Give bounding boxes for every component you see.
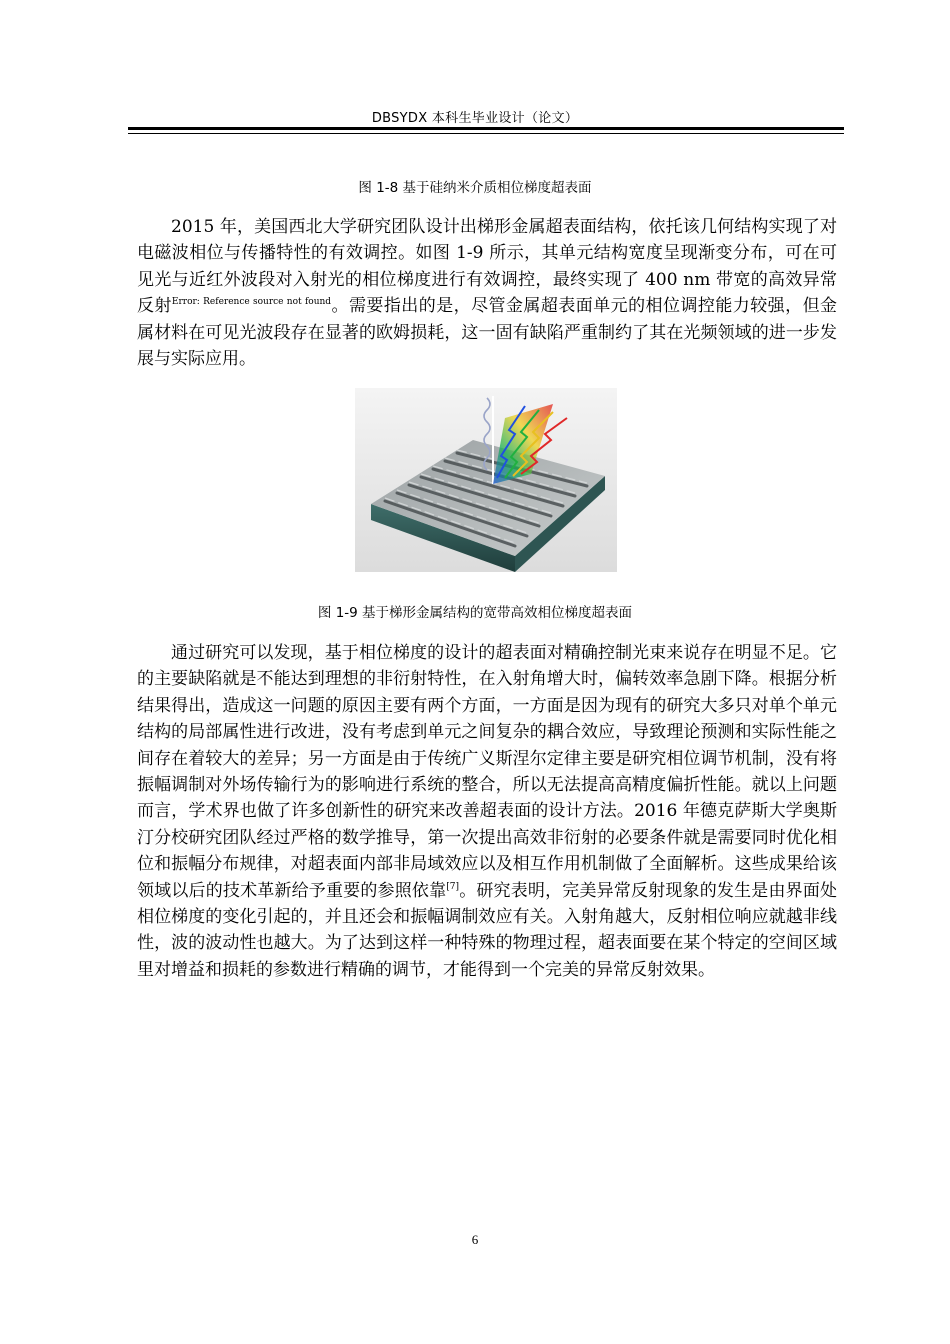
page-header: DBSYDX 本科生毕业设计（论文） (371, 111, 579, 126)
paragraph-2-text-cont: 。研究表明，完美异常反射现象的发生是由界面处相位梯度的变化引起的，并且还会和振幅调制效应有关。入射角越大，反射相位响应就越非线性，波的波动性也越大。为了达到这样一种特殊的物理过程，超表面要在某个特定的空间区域里对增益和损耗的参数进行精确的调节，才能得到一个完美的异常反射效果。 (137, 880, 838, 980)
paragraph-2 (137, 640, 837, 983)
paragraph-2-text: 通过研究可以发现，基于相位梯度的设计的超表面对精确控制光束来说存在明显不足。它的主要缺陷就是不能达到理想的非衍射特性，在入射角增大时，偏转效率急剧下降。根据分析结果得出，造成这一问题的原因主要有两个方面，一方面是因为现有的研究大多只对单个单元结构的局部属性进行改进，没有考虑到单元之间复杂的耦合效应，导致理论预测和实际性能之间存在着较大的差异；另一方面是由于传统广义斯涅尔定律主要是研究相位调节机制，没有将振幅调制对外场传输行为的影响进行系统的整合，所以无法提高高精度偏折性能。就以上问题而言，学术界也做了许多创新性的研究来改善超表面的设计方法。2016 年德克萨斯大学奥斯汀分校研究团队经过严格的数学推导，第一次提出高效非衍射的必要条件就是需要同时优化相位和振幅分布规律，对超表面内部非局域效应以及相互作用机制做了全面解析。这些成果给该领域以后的技术革新给予重要的参照依靠 (137, 643, 837, 901)
paragraph-1-text-cont: 。需要指出的是，尽管金属超表面单元的相位调控能力较强，但金属材料在可见光波段存在显著的欧姆损耗，这一固有缺陷严重制约了其在光频领域的进一步发展与实际应用。 (137, 296, 838, 370)
figure-1-9-image (355, 388, 617, 572)
reference-error: Error: Reference source not found (171, 297, 332, 308)
figure-1-8-caption: 图 1-8 基于硅纳米介质相位梯度超表面 (358, 180, 592, 196)
paragraph-1 (137, 214, 837, 372)
citation-7: [7] (446, 881, 460, 892)
page-number: 6 (471, 1232, 479, 1247)
paragraph-1-text: 2015 年，美国西北大学研究团队设计出梯形金属超表面结构，依托该几何结构实现了对电磁波相位与传播特性的有效调控。如图 1-9 所示，其单元结构宽度呈现渐变分布，可在可见光与近红外波段对入射光的相位梯度进行有效调控，最终实现了 400 nm 带宽的高效异常反射 (137, 217, 837, 317)
figure-1-9-caption: 图 1-9 基于梯形金属结构的宽带高效相位梯度超表面 (317, 605, 633, 621)
header-rule-thick (128, 127, 844, 130)
header-rule-thin (128, 133, 844, 134)
